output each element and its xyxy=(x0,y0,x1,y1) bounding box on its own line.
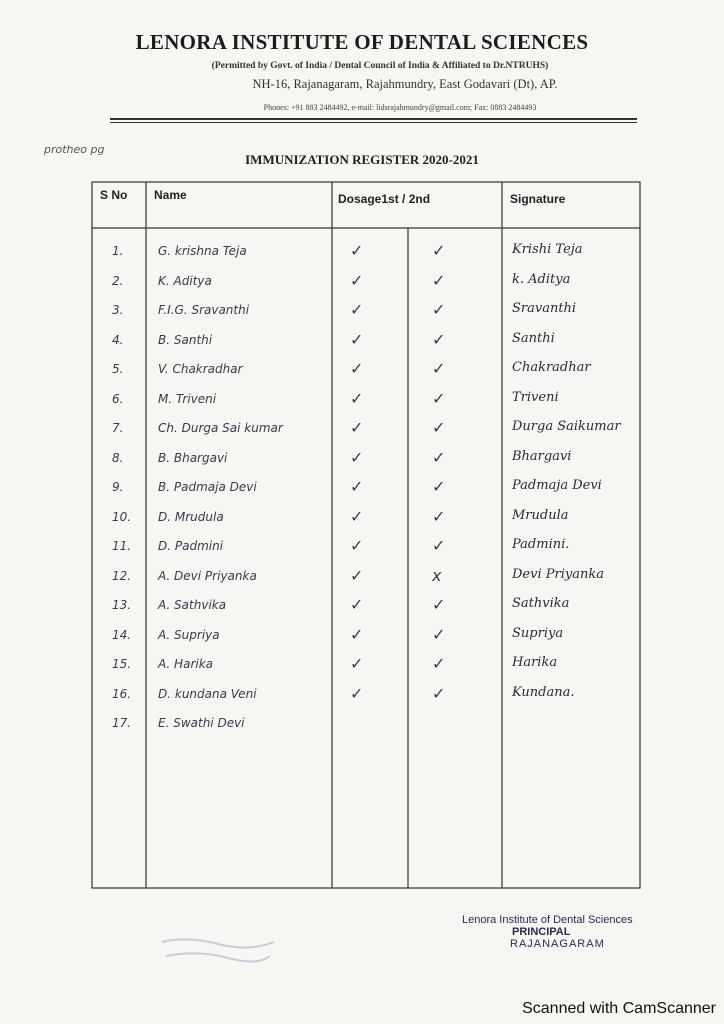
row-name: V. Chakradhar xyxy=(158,362,243,376)
row-name: A. Sathvika xyxy=(158,598,227,612)
row-signature: Bhargavi xyxy=(512,449,572,464)
row-signature: Triveni xyxy=(512,390,559,405)
row-name: G. krishna Teja xyxy=(158,244,247,258)
row-signature: Durga Saikumar xyxy=(512,419,621,434)
row-dose-2nd: ✓ xyxy=(432,507,446,526)
scanner-watermark: Scanned with CamScanner xyxy=(522,1000,716,1017)
row-dose-2nd: ✓ xyxy=(432,241,446,260)
row-dose-2nd: ✓ xyxy=(432,477,446,496)
column-header-signature: Signature xyxy=(510,192,566,206)
row-dose-1st: ✓ xyxy=(350,418,364,437)
row-sno: 5. xyxy=(112,362,124,376)
row-signature: Santhi xyxy=(512,331,555,346)
row-dose-1st: ✓ xyxy=(350,595,364,614)
row-dose-2nd: ✓ xyxy=(432,389,446,408)
row-dose-1st: ✓ xyxy=(350,448,364,467)
row-signature: Supriya xyxy=(512,626,564,641)
row-name: M. Triveni xyxy=(158,392,217,406)
row-dose-1st: ✓ xyxy=(350,330,364,349)
row-name: D. kundana Veni xyxy=(158,687,257,701)
row-dose-2nd: ✓ xyxy=(432,271,446,290)
row-dose-1st: ✓ xyxy=(350,566,364,585)
row-dose-1st: ✓ xyxy=(350,507,364,526)
row-signature: k. Aditya xyxy=(512,272,571,287)
column-header-dosage: Dosage1st / 2nd xyxy=(338,192,431,206)
row-name: D. Mrudula xyxy=(158,510,224,524)
row-dose-1st: ✓ xyxy=(350,684,364,703)
row-dose-2nd: ✓ xyxy=(432,448,446,467)
row-dose-1st: ✓ xyxy=(350,359,364,378)
row-dose-2nd: ✓ xyxy=(432,330,446,349)
row-dose-1st: ✓ xyxy=(350,241,364,260)
row-sno: 4. xyxy=(112,333,124,347)
row-dose-2nd: ✓ xyxy=(432,654,446,673)
row-signature: Harika xyxy=(512,655,558,670)
row-dose-2nd: ✓ xyxy=(432,684,446,703)
row-dose-1st: ✓ xyxy=(350,536,364,555)
stamp-principal: PRINCIPAL xyxy=(512,926,571,938)
column-header-name: Name xyxy=(154,188,187,202)
row-dose-1st: ✓ xyxy=(350,654,364,673)
row-name: F.I.G. Sravanthi xyxy=(158,303,250,317)
row-sno: 14. xyxy=(112,628,132,642)
row-name: B. Santhi xyxy=(158,333,213,347)
faint-stamp-mark xyxy=(158,932,278,972)
row-name: A. Harika xyxy=(158,657,214,671)
row-name: Ch. Durga Sai kumar xyxy=(158,421,283,435)
row-dose-2nd: ✓ xyxy=(432,300,446,319)
row-name: B. Padmaja Devi xyxy=(158,480,257,494)
row-signature: Padmaja Devi xyxy=(512,478,602,493)
margin-note: protheo pg xyxy=(44,143,105,156)
row-dose-2nd: ✓ xyxy=(432,625,446,644)
row-name: A. Supriya xyxy=(158,628,220,642)
row-name: B. Bhargavi xyxy=(158,451,228,465)
row-sno: 10. xyxy=(112,510,132,524)
row-signature: Sravanthi xyxy=(512,301,577,316)
permission-line: (Permitted by Govt. of India / Dental Council of India & Affiliated to Dr.NTRUHS) xyxy=(211,61,549,71)
row-dose-1st: ✓ xyxy=(350,271,364,290)
row-dose-2nd: ✓ xyxy=(432,359,446,378)
row-sno: 15. xyxy=(112,657,132,671)
contact-line: Phones: +91 883 2484492, e-mail: lidsrajahmundry@gmail.com; Fax: 0883 2484493 xyxy=(263,103,537,112)
row-sno: 16. xyxy=(112,687,132,701)
row-dose-1st: ✓ xyxy=(350,625,364,644)
row-signature: Chakradhar xyxy=(512,360,591,375)
row-dose-2nd: ✓ xyxy=(432,536,446,555)
row-dose-2nd: ✓ xyxy=(432,595,446,614)
row-sno: 3. xyxy=(112,303,124,317)
row-dose-2nd: ✓ xyxy=(432,418,446,437)
row-sno: 11. xyxy=(112,539,132,553)
row-name: K. Aditya xyxy=(158,274,212,288)
row-signature: Krishi Teja xyxy=(512,242,583,257)
row-sno: 2. xyxy=(112,274,124,288)
row-signature: Devi Priyanka xyxy=(512,567,604,582)
column-header-sno: S No xyxy=(100,188,128,202)
principal-stamp xyxy=(462,914,662,950)
address-line: NH-16, Rajanagaram, Rajahmundry, East Godavari (Dt), AP. xyxy=(252,77,558,91)
row-dose-2nd: x xyxy=(432,566,442,585)
row-sno: 13. xyxy=(112,598,132,612)
row-dose-1st: ✓ xyxy=(350,300,364,319)
register-title: IMMUNIZATION REGISTER 2020-2021 xyxy=(245,152,479,167)
row-signature: Sathvika xyxy=(512,596,570,611)
row-dose-1st: ✓ xyxy=(350,477,364,496)
row-signature: Padmini. xyxy=(512,537,570,552)
row-sno: 8. xyxy=(112,451,124,465)
row-sno: 1. xyxy=(112,244,124,258)
row-dose-1st: ✓ xyxy=(350,389,364,408)
row-signature: Kundana. xyxy=(512,685,575,700)
row-sno: 6. xyxy=(112,392,124,406)
row-sno: 9. xyxy=(112,480,124,494)
stamp-institute: Lenora Institute of Dental Sciences xyxy=(462,914,633,926)
institute-name: LENORA INSTITUTE OF DENTAL SCIENCES xyxy=(135,30,589,54)
row-sno: 7. xyxy=(112,421,124,435)
row-name: A. Devi Priyanka xyxy=(158,569,257,583)
row-sno: 12. xyxy=(112,569,132,583)
row-signature: Mrudula xyxy=(512,508,569,523)
stamp-town: RAJANAGARAM xyxy=(510,938,605,950)
row-name: D. Padmini xyxy=(158,539,224,553)
row-sno: 17. xyxy=(112,716,132,730)
row-name: E. Swathi Devi xyxy=(158,716,245,730)
